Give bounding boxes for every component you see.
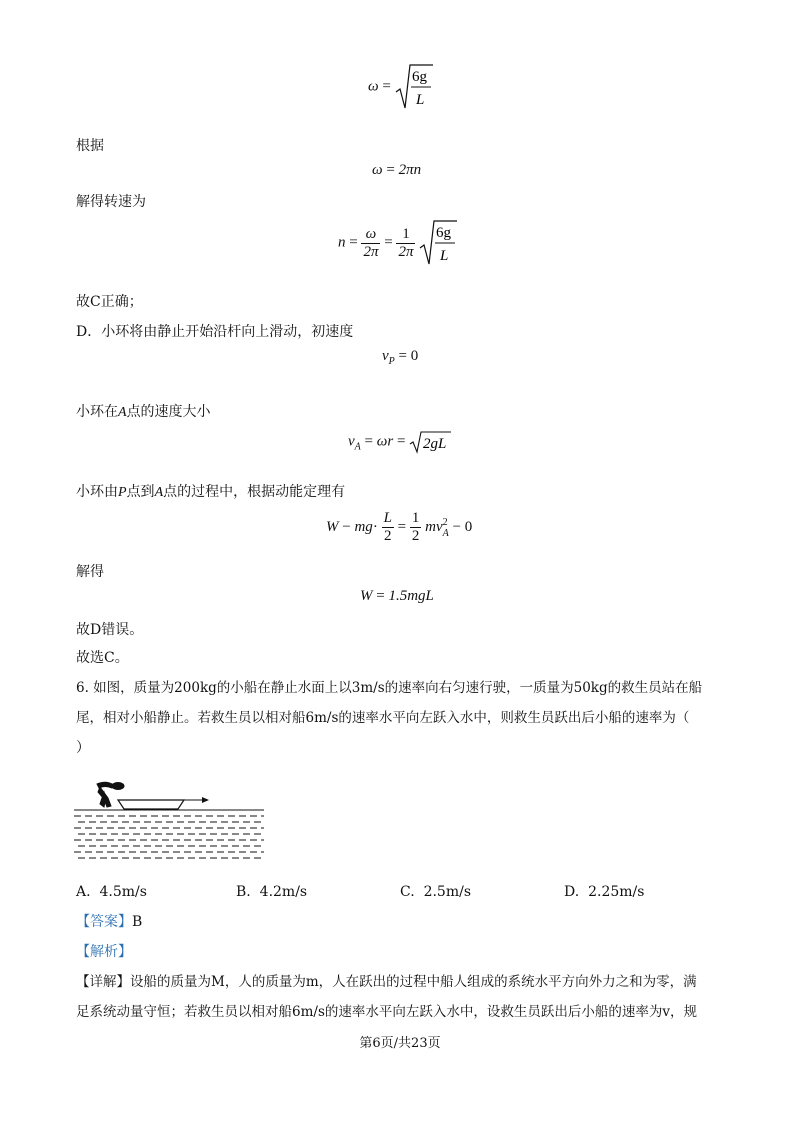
text-jiede-speed: 解得转速为 [76,194,146,210]
text-d-wrong: 故D错误。 [76,622,144,638]
equation-omega-2pin: ω = 2πn [372,162,422,178]
question-6-line-2: 尾，相对小船静止。若救生员以相对船6m/s的速率水平向左跃入水中，则救生员跃出后小船的速率为（ [76,710,690,726]
text-jiede: 解得 [76,564,104,580]
detail-tag: 【详解】 [76,974,130,990]
svg-text:L: L [415,92,424,108]
answer [76,912,142,932]
equation-n: n = $\frac{\omega}{2\pi}$ = $\frac{1}{2\pi}$ 6g L [338,218,457,268]
text-p-to-a: 小环由P点到A点的过程中，根据动能定理有 [76,484,346,500]
page-footer: 第6页/共23页 [359,1036,441,1051]
boat-figure [74,772,264,868]
option-d: D. 2.25m/s [564,884,645,900]
question-6-line-3: ） [76,740,90,756]
option-c: C. 2.5m/s [400,884,472,900]
boat-icon [118,800,184,809]
detail-line-2: 足系统动量守恒；若救生员以相对船6m/s的速率水平向左跃入水中，设救生员跃出后小船的速率为v，规 [76,1004,697,1020]
svg-text:L: L [440,248,449,264]
svg-text:2gL: 2gL [423,436,447,452]
option-a: A. 4.5m/s [76,884,147,900]
equation-w-result: W = 1.5mgL [360,588,434,604]
fraction: $\frac{\omega}{2\pi}$ [363,225,379,260]
sqrt-symbol [409,430,451,454]
analysis-tag: 【解析】 [76,944,132,960]
sqrt-symbol [395,62,433,112]
text-speed-at-a: 小环在A点的速度大小 [76,404,211,420]
answer-value: B [132,914,143,930]
detail-line-1: 【详解】设船的质量为M，人的质量为m，人在跃出的过程中船人组成的系统水平方向外力之和为零，满 [76,974,697,990]
text-genju: 根据 [76,138,104,154]
equation-vp: $v_P = 0$ [382,348,419,367]
sqrt-symbol [419,218,457,268]
question-6-line-1: 6. 如图，质量为200kg的小船在静止水面上以3m/s的速率向右匀速行驶，一质量为50kg的救生员站在船 [76,680,703,696]
svg-text:6g: 6g [411,69,427,85]
text-option-d-analysis: D．小环将由静止开始沿杆向上滑动，初速度 [76,324,354,340]
fraction: $\frac{1}{2}$ [411,510,420,544]
equation-omega-sqrt: ω = 6g L [368,62,433,112]
equation-va: $v_A = \omega r$ = 2gL [348,430,451,454]
text-choose-c: 故选C。 [76,650,129,666]
equation-work-energy: W − mg· $\frac{L}{2}$ = $\frac{1}{2}$ mv 2 A − 0 [326,510,473,544]
answer-tag: 【答案】 [76,914,132,930]
fraction: $\frac{1}{2\pi}$ [398,225,414,260]
option-b: B. 4.2m/s [236,884,308,900]
fraction: $\frac{L}{2}$ [383,510,392,544]
text-c-correct: 故C正确； [76,294,143,310]
svg-text:6g: 6g [436,225,452,241]
